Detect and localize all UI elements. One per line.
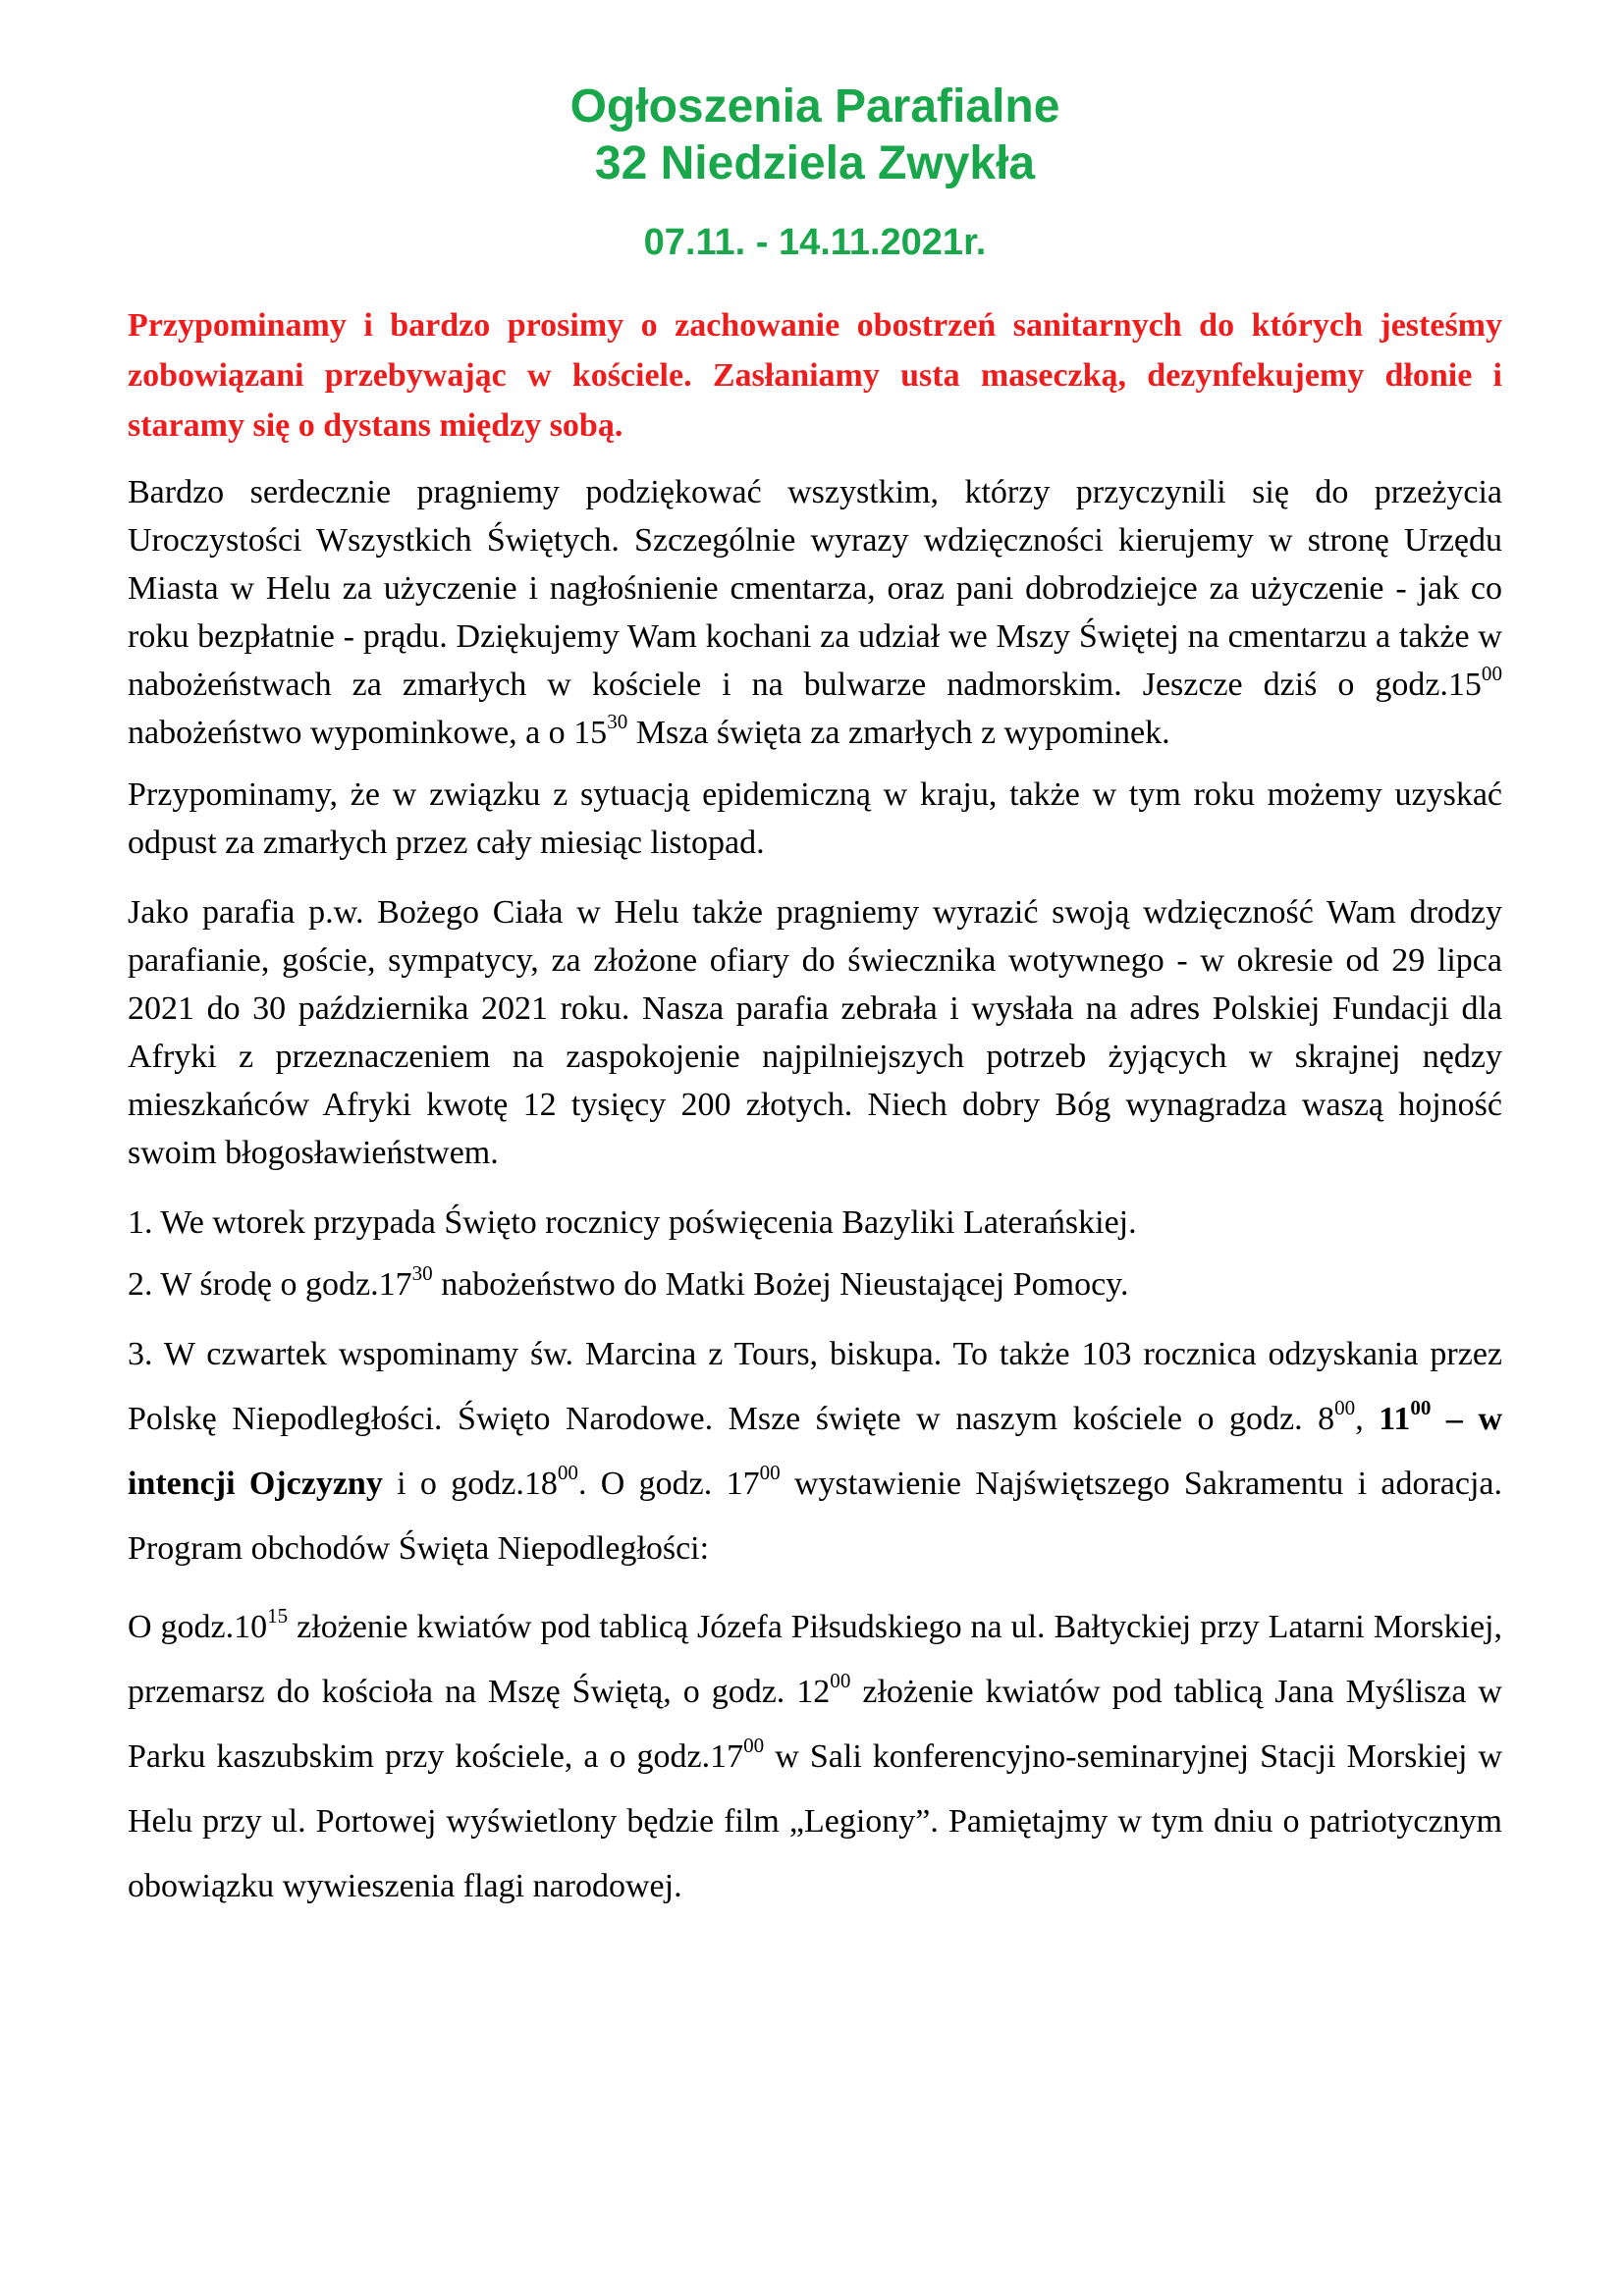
sanitary-notice: Przypominamy i bardzo prosimy o zachowanie obostrzeń sanitarnych do których jesteśmy zobowiązani przebywając w kościele. Zasłaniamy usta maseczką, dezynfekujemy dłonie i staramy się o dystans między sobą. [128, 307, 1502, 444]
independence-program: O $godz.10^{15}$ złożenie kwiatów pod tablicą Józefa Piłsudskiego na ul. Bałtyckiej przy Latarni Morskiej, przemarsz do kościoła na Mszę Świętą, o godz. $12^{00}$ złożenie kwiatów pod tablicą Jana Myślisza w Parku kaszubskim przy kościele, a o $godz.17^{00}$ w Sali konferencyjno-seminaryjnej Stacji Morskiej w Helu przy ul. Portowej wyświetlony będzie film „Legiony”. Pamiętajmy w tym dniu o patriotycznym obowiązku wywieszenia flagi narodowej. [128, 1603, 1502, 1904]
date-range: 07.11. - 14.11.2021r. [643, 222, 987, 263]
announcement-item-1: 1. We wtorek przypada Święto rocznicy poświęcenia Bazyliki Laterańskiej. [128, 1204, 1137, 1241]
thanks-paragraph: Bardzo serdecznie pragniemy podziękować wszystkim, którzy przyczynili się do przeżycia Uroczystości Wszystkich Świętych. Szczególnie wyrazy wdzięczności kierujemy w stronę Urzędu Miasta w Helu za użyczenie i nagłośnienie cmentarza, oraz pani dobrodziejce za użyczenie - jak co roku bezpłatnie - prądu. Dziękujemy Wam kochani za udział we Mszy Świętej na cmentarzu a także w nabożeństwach za zmarłych w kościele i na bulwarze nadmorskim. Jeszcze dziś o $godz.15^{00}$ nabożeństwo wypominkowe, a o $15^{30}$ Msza święta za zmarłych z wypominek. [128, 474, 1502, 751]
title-line-2: 32 Niedziela Zwykła [594, 137, 1036, 189]
announcement-page [128, 79, 1502, 1933]
offering-paragraph: Jako parafia p.w. Bożego Ciała w Helu także pragniemy wyrazić swoją wdzięczność Wam drodzy parafianie, goście, sympatycy, za złożone ofiary do świecznika wotywnego - w okresie od 29 lipca 2021 do 30 października 2021 roku. Nasza parafia zebrała i wysłała na adres Polskiej Fundacji dla Afryki z przeznaczeniem na zaspokojenie najpilniejszych potrzeb żyjących w skrajnej nędzy mieszkańców Afryki kwotę 12 tysięcy 200 złotych. Niech dobry Bóg wynagradza waszą hojność swoim błogosławieństwem. [128, 894, 1502, 1171]
title-line-1: Ogłoszenia Parafialne [569, 80, 1060, 133]
indulgence-paragraph: Przypominamy, że w związku z sytuacją epidemiczną w kraju, także w tym roku możemy uzyskać odpust za zmarłych przez cały miesiąc listopad. [128, 776, 1502, 861]
homeland-mass: $11^{00}$ – w intencji Ojczyzny [128, 1395, 1503, 1502]
announcement-item-3: 3. W czwartek wspominamy św. Marcina z Tours, biskupa. To także 103 rocznica odzyskania przez Polskę Niepodległości. Święto Narodowe. Msze święte w naszym kościele o godz. $8^{00}$, $11^{00}$ – w intencji Ojczyzny i o $godz.18^{00}$. O godz. $17^{00}$ wystawienie Najświętszego Sakramentu i adoracja. Program obchodów Święta Niepodległości: [128, 1336, 1503, 1567]
page-title [128, 79, 1502, 192]
announcement-item-2: 2. W środę o $godz.17^{30}$ nabożeństwo do Matki Bożej Nieustającej Pomocy. [128, 1260, 1129, 1303]
